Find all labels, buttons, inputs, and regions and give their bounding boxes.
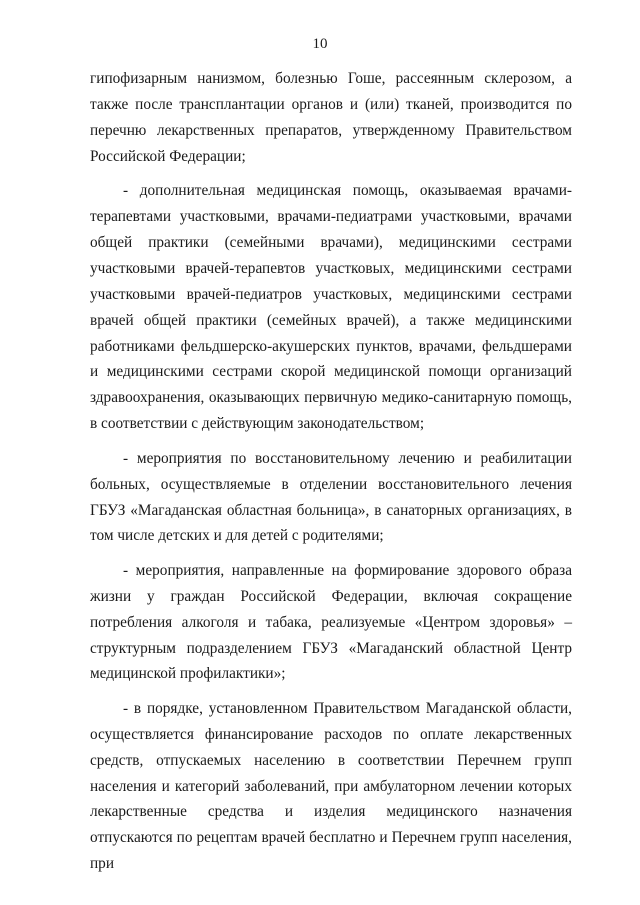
paragraph-additional-medical-care: - дополнительная медицинская помощь, оказываемая врачами-терапевтами участковыми, врачами-педиатрами участковыми, врачами общей практики (семейными врачами), медицинскими сестрами участковыми врачей-терапевтов участковых, медицинскими сестрами участковыми врачей-педиатров участковых, медицинскими сестрами врачей общей практики (семейных врачей), а также медицинскими работниками фельдшерско-акушерских пунктов, врачами, фельдшерами и медицинскими сестрами скорой медицинской помощи организаций здравоохранения, оказывающих первичную медико-санитарную помощь, в соответствии с действующим законодательством; bbox=[90, 182, 572, 433]
page-number: 10 bbox=[312, 36, 328, 52]
paragraph-drug-financing: - в порядке, установленном Правительством Магаданской области, осуществляется финансирование расходов по оплате лекарственных средств, отпускаемых населению в соответствии Перечнем групп населения и категорий заболеваний, при амбулаторном лечении которых лекарственные средства и изделия медицинского назначения отпускаются по рецептам врачей бесплатно и Перечнем групп населения, при bbox=[90, 699, 572, 873]
document-body bbox=[90, 66, 572, 877]
paragraph-rehabilitation: - мероприятия по восстановительному лечению и реабилитации больных, осуществляемые в отделении восстановительного лечения ГБУЗ «Магаданская областная больница», в санаторных организациях, в том числе детских и для детей с родителями; bbox=[90, 449, 572, 545]
paragraph-continuation: гипофизарным нанизмом, болезнью Гоше, рассеянным склерозом, а также после трансплантации органов и (или) тканей, производится по перечню лекарственных препаратов, утвержденному Правительством Российской Федерации; bbox=[90, 70, 572, 165]
paragraph-healthy-lifestyle: - мероприятия, направленные на формирование здорового образа жизни у граждан Российской Федерации, включая сокращение потребления алкоголя и табака, реализуемые «Центром здоровья» – структурным подразделением ГБУЗ «Магаданский областной Центр медицинской профилактики»; bbox=[90, 561, 572, 683]
